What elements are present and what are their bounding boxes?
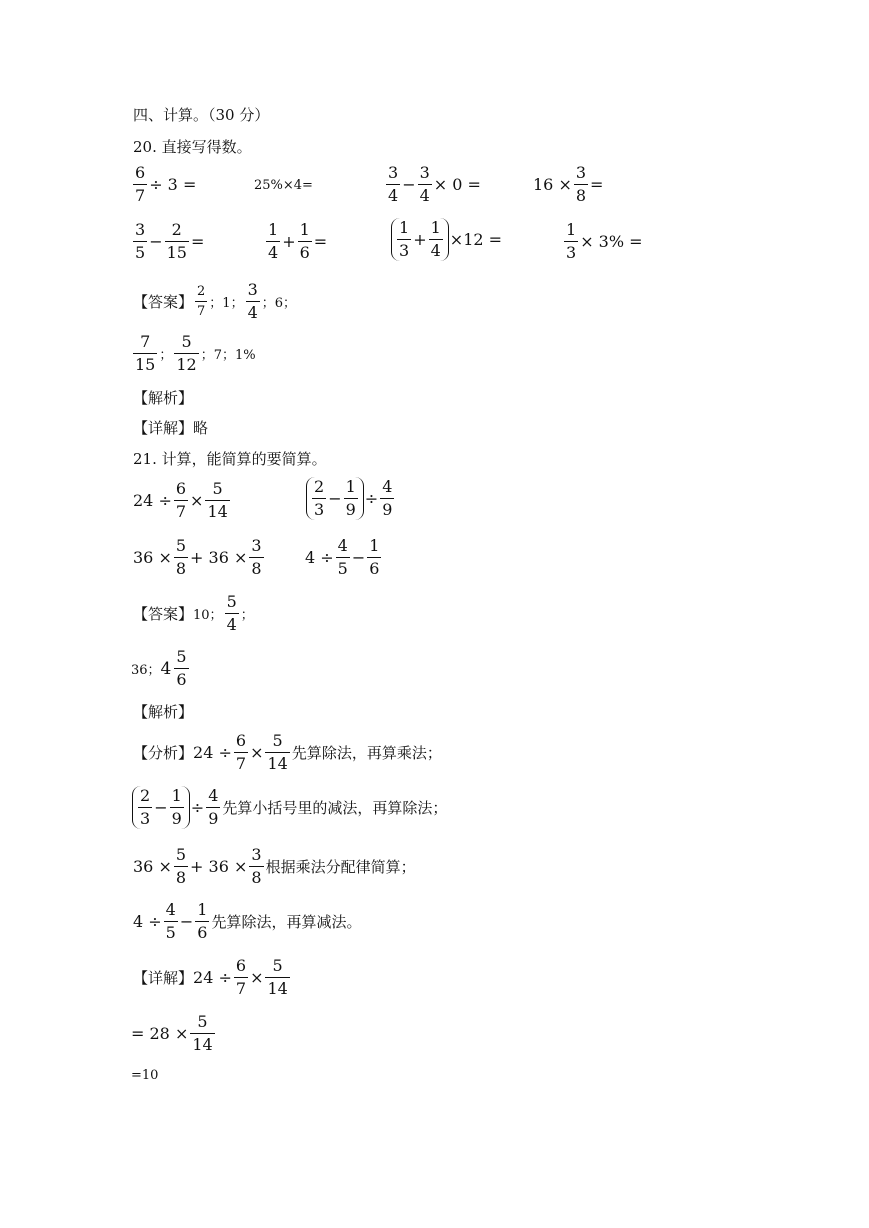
times-sign: × bbox=[250, 968, 264, 987]
fraction: $\frac{4}{5}$ bbox=[165, 900, 176, 942]
q20-item-g bbox=[390, 218, 502, 261]
q21-problem-4 bbox=[305, 538, 383, 577]
minus-sign: − bbox=[179, 912, 194, 931]
answer-text: ；7；1% bbox=[200, 348, 256, 363]
q20-item-e bbox=[131, 222, 204, 261]
fraction: $\frac{1}{3}$ bbox=[566, 220, 577, 262]
answer-text: 10； bbox=[193, 608, 223, 623]
fraction: $\frac{3}{8}$ bbox=[251, 536, 262, 578]
section-title-text: 四、计算。（30 分） bbox=[133, 106, 270, 124]
q20-item-a bbox=[131, 165, 196, 204]
div-sign: ÷ bbox=[190, 798, 205, 817]
fraction: $\frac{5}{14}$ bbox=[267, 956, 288, 998]
plus-sign: + bbox=[413, 230, 427, 249]
fraction: $\frac{6}{7}$ bbox=[235, 956, 247, 998]
detail-text: 略 bbox=[193, 419, 209, 437]
fraction: $\frac{6}{7}$ bbox=[235, 731, 247, 773]
detail-label: 【详解】 bbox=[133, 419, 194, 437]
expr-text: + 36 × bbox=[190, 548, 248, 567]
expr-text: 4 ÷ bbox=[133, 912, 162, 931]
fraction: $\frac{5}{4}$ bbox=[226, 592, 237, 634]
analysis-label: 【解析】 bbox=[133, 389, 194, 407]
q20-answer-line1 bbox=[133, 282, 296, 321]
expr-text: = bbox=[590, 175, 604, 194]
q21-fenxi-4 bbox=[133, 902, 361, 941]
fraction: $\frac{5}{8}$ bbox=[175, 536, 187, 578]
fraction: $\frac{3}{8}$ bbox=[575, 163, 587, 205]
parentheses bbox=[132, 786, 190, 829]
fraction: $\frac{4}{9}$ bbox=[382, 477, 393, 519]
fenxi-text: 先算除法，再算乘法； bbox=[291, 744, 442, 762]
fenxi-text: 先算除法，再算减法。 bbox=[211, 913, 362, 931]
fraction: $\frac{1}{9}$ bbox=[171, 786, 182, 828]
expr-text: 24 ÷ bbox=[193, 743, 232, 762]
analysis-label: 【解析】 bbox=[133, 703, 194, 721]
expr-text: 16 × bbox=[533, 175, 572, 194]
mixed-number: 4 $\frac{5}{6}$ bbox=[160, 647, 187, 689]
answer-text: ；1； bbox=[209, 296, 244, 311]
fraction: $\frac{1}{9}$ bbox=[345, 477, 356, 519]
fraction: $\frac{4}{5}$ bbox=[337, 536, 348, 578]
expr-text: × 0 = bbox=[433, 175, 481, 194]
fraction: $\frac{4}{9}$ bbox=[208, 786, 219, 828]
q21-analysis bbox=[133, 701, 193, 722]
q21-fenxi-1 bbox=[133, 733, 442, 772]
q20-answer-line2 bbox=[131, 334, 256, 373]
q21-fenxi-2 bbox=[131, 786, 447, 829]
q20-title-text: 20. 直接写得数。 bbox=[133, 138, 252, 156]
fraction: $\frac{2}{15}$ bbox=[166, 220, 187, 262]
fraction: $\frac{2}{7}$ bbox=[197, 284, 206, 319]
fraction: $\frac{3}{8}$ bbox=[251, 845, 262, 887]
fraction: $\frac{5}{14}$ bbox=[207, 479, 228, 521]
q21-title bbox=[133, 448, 327, 469]
expr-text: 4 ÷ bbox=[305, 548, 334, 567]
answer-label: 【答案】 bbox=[133, 605, 194, 623]
minus-sign: − bbox=[328, 489, 342, 508]
detail-label: 【详解】 bbox=[133, 969, 194, 987]
q20-item-d bbox=[533, 165, 603, 204]
plus-sign: + bbox=[282, 232, 296, 251]
answer-text: ；6； bbox=[261, 296, 297, 311]
answer-text: ； bbox=[159, 348, 173, 363]
expr-text: = bbox=[313, 232, 328, 251]
q20-item-c bbox=[384, 165, 481, 204]
fraction: $\frac{5}{14}$ bbox=[267, 731, 288, 773]
fraction: $\frac{6}{7}$ bbox=[135, 163, 146, 205]
fraction: $\frac{2}{3}$ bbox=[314, 477, 325, 519]
fraction: $\frac{1}{4}$ bbox=[268, 220, 279, 262]
fraction: $\frac{1}{3}$ bbox=[399, 218, 410, 260]
q20-title bbox=[133, 136, 252, 157]
q21-answer-line2 bbox=[131, 649, 191, 688]
q20-item-h bbox=[562, 222, 643, 261]
expr-text: 25%×4= bbox=[254, 178, 313, 193]
fenxi-text: 根据乘法分配律简算； bbox=[265, 858, 416, 876]
answer-label: 【答案】 bbox=[133, 293, 194, 311]
fraction: $\frac{7}{15}$ bbox=[135, 332, 156, 374]
q21-fenxi-3 bbox=[133, 847, 416, 886]
times-sign: × bbox=[190, 491, 204, 510]
fenxi-label: 【分析】 bbox=[133, 744, 194, 762]
div-sign: ÷ bbox=[364, 489, 379, 508]
minus-sign: − bbox=[149, 232, 163, 251]
q21-problem-1 bbox=[133, 481, 232, 520]
fraction: $\frac{5}{12}$ bbox=[176, 332, 197, 374]
fraction: $\frac{1}{6}$ bbox=[299, 220, 310, 262]
answer-text: ； bbox=[240, 608, 254, 623]
fraction: $\frac{3}{4}$ bbox=[419, 163, 430, 205]
fraction: $\frac{3}{4}$ bbox=[247, 280, 258, 322]
q20-detail bbox=[133, 417, 208, 438]
expr-text: = bbox=[190, 232, 205, 251]
fraction: $\frac{3}{4}$ bbox=[388, 163, 399, 205]
minus-sign: − bbox=[351, 548, 366, 567]
q21-step-2 bbox=[131, 1068, 158, 1083]
minus-sign: − bbox=[402, 175, 416, 194]
fraction: $\frac{5}{8}$ bbox=[175, 845, 187, 887]
section-title bbox=[133, 104, 269, 125]
times-sign: × bbox=[250, 743, 264, 762]
expr-text: =10 bbox=[131, 1068, 159, 1083]
q21-step-1 bbox=[131, 1014, 217, 1053]
fraction: $\frac{1}{6}$ bbox=[369, 536, 380, 578]
expr-text: ÷ 3 = bbox=[149, 175, 197, 194]
fenxi-text: 先算小括号里的减法，再算除法； bbox=[222, 799, 448, 817]
parentheses bbox=[306, 477, 364, 520]
expr-text: 24 ÷ bbox=[133, 491, 172, 510]
expr-text: 24 ÷ bbox=[193, 968, 232, 987]
expr-text: 36 × bbox=[133, 857, 172, 876]
q20-item-f bbox=[264, 222, 327, 261]
answer-text: 36； bbox=[131, 663, 161, 678]
fraction: $\frac{5}{6}$ bbox=[176, 647, 187, 689]
parentheses bbox=[391, 218, 449, 261]
fraction: $\frac{1}{6}$ bbox=[197, 900, 208, 942]
expr-text: × 3% = bbox=[580, 232, 643, 251]
expr-text: = 28 × bbox=[131, 1024, 189, 1043]
q20-analysis bbox=[133, 387, 193, 408]
fraction: $\frac{2}{3}$ bbox=[140, 786, 151, 828]
expr-text: 36 × bbox=[133, 548, 172, 567]
q20-item-b bbox=[254, 178, 313, 193]
minus-sign: − bbox=[154, 798, 168, 817]
expr-text: ×12 = bbox=[449, 230, 503, 249]
fraction: $\frac{3}{5}$ bbox=[135, 220, 146, 262]
q21-detail bbox=[133, 958, 292, 997]
q21-answer-line1 bbox=[133, 594, 254, 633]
q21-problem-2 bbox=[305, 477, 396, 520]
fraction: $\frac{1}{4}$ bbox=[430, 218, 441, 260]
q21-problem-3 bbox=[133, 538, 266, 577]
fraction: $\frac{5}{14}$ bbox=[192, 1012, 213, 1054]
expr-text: + 36 × bbox=[190, 857, 248, 876]
fraction: $\frac{6}{7}$ bbox=[175, 479, 187, 521]
q21-title-text: 21. 计算，能简算的要简算。 bbox=[133, 450, 327, 468]
